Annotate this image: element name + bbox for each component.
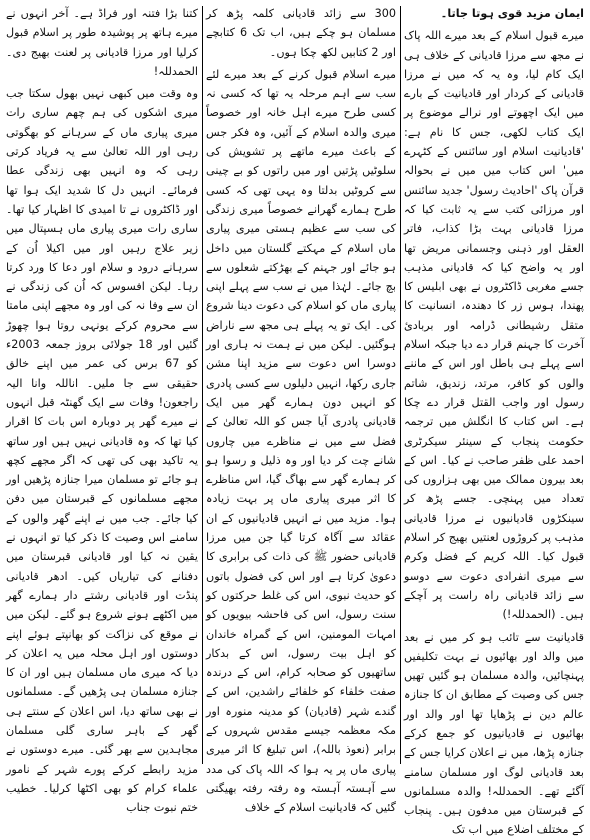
paragraph: ایمان مزید قوی ہوتا جاتا۔ [440,7,584,20]
paragraph: قادیانیت سے تائب ہو کر میں نے بعد میں والد اور بھائیوں نے بہت تکلیفیں پہنچائیں، والدہ مسلمان ہو گئیں تھیں جس کی وصیت کے مطابق ان کا جنازہ عالم دین نے پڑھایا تھا اور والد اور بھائیوں نے قادیانیوں کو جمع کرکے جنازہ پڑھا، میں نے اعلان کرایا جس کے بعد قادیانی لوگ اور مسلمان سامنے آگئے تھے۔ الحمدللہ! والدہ مسلمانوں کے قبرستان میں مدفون ہیں۔ پنجاب کے مختلف اضلاع میں اب تک [404,630,584,837]
paragraph: وہ وقت میں کبھی نہیں بھول سکتا جب میری اشکوں کی ہم چھم ساری رات میری پیاری ماں کے سرہانے کو بھگوتی رہی اور اللہ تعالیٰ سے یہ فریاد کرتی رہی کہ وہ انہیں بھی زندگی عطا فرمائے۔ انہیں دل کا شدید ایک ہوا تھا اور ڈاکٹروں نے تا امیدی کا اظہار کیا تھا۔ ساری رات میری پیاری ماں ہسپتال میں زیر علاج رہیں اور میں اکیلا اُن کے سرہانے درود و سلام اور دعا کا ورد کرتا رہا۔ لیکن افسوس کہ اُن کی زندگی نے ان سے وفا نہ کی اور وہ مجھے اپنی مامتا سے محروم کرکے یونہی روتا ہوا چھوڑ گئیں اور 18 جولائی بروز جمعہ 2003ء کو 67 برس کی عمر میں اپنے خالق حقیقی سے جا ملیں۔ اناللہ وانا الیہ راجعون! وفات سے ایک گھنٹہ قبل انہوں نے میرے گھر پر دوبارہ اس بات کا اقرار کیا تھا کہ وہ قادیانی نہیں ہیں اور ساتھ یہ تاکید بھی کی تھی کہ اگر مجھے کچھ ہو جائے تو مسلمان میرا جنازہ پڑھیں اور مجھے مسلمانوں کے قبرستان میں دفن کیا جائے۔ جب میں نے اپنے گھر والوں کے سامنے اس وصیت کا ذکر کیا تو انہوں نے یقین نہ کیا اور قادیانی قبرستان میں دفنانے کی تیاریاں کیں۔ ادھر قادیانی پنڈت اور قادیانی رشتے دار ہمارے گھر میں اکٹھے ہونے شروع ہو گئے۔ لیکن میں نے موقع کی نزاکت کو بھانپتے ہوئے اپنے دوستوں اور اہل محلہ میں یہ اعلان کر دیا کہ میری ماں مسلمان ہیں اور ان کا جنازہ مسلمان ہی پڑھیں گے۔ مسلمانوں نے بھی ساتھ دیا، اس اعلان کے سنتے ہی گھر کے باہر ساری گلی مسلمان مجاہدین سے بھر گئی۔ میرے دوستوں نے مزید رابطے کرکے پورے شہر کے نامور علماء کرام کو بھی اکٹھا کرلیا۔ خطیب ختم نبوت جناب [6,87,198,815]
article-column-middle [206,4,396,815]
paragraph: 300 سے زائد قادیانی کلمہ پڑھ کر مسلمان ہو چکے ہیں، اب تک 6 کتابچے اور 2 کتابیں لکھ چکا ہوں۔ [206,7,396,59]
paragraph: میرے قبول اسلام کے بعد میرے اللہ پاک نے مجھ سے مرزا قادیانی کے خلاف ہی ایک کام لیا، وہ یہ کہ میں نے مرزا قادیانی کے کردار اور قادیانیت کے بارے میں ایک اچھوتے اور نرالے موضوع پر ایک کتاب لکھی، جس کا نام ہے: 'قادیانیت اسلام اور سائنس کے کٹہرے میں' اس کتاب میں میں نے بحوالہ قرآن پاک 'احادیث رسول' جدید سائنس اور مرزائی کتب سے یہ ثابت کیا کہ مرزا قادیانی بہت بڑا کذاب، فاتر العقل اور ذہنی وجسمانی مریض تھا اور یہ واضح کیا کہ قادیانی مذہب جسے مغربی ڈاکٹروں نے بھی ابلیس کا پھندا، ہوس زر کا دھندہ، انسانیت کا متقل رشیطانی ڈرامہ اور بربادیٔ آخرت کا جہنم قرار دے دیا جبکہ اسلام اسے پہلے ہی باطل اور اس کے ماننے والوں کو کافر، مرتد، زندیق، شاتم رسول اور واجب القتل قرار دے چکا ہے۔ اس کتاب کا انگلش میں ترجمہ حکومت پنجاب کے سینئر سیکرٹری احمد علی ظفر صاحب نے کیا۔ اس کے بعد بیرون ممالک میں بھی ہزاروں کی تعداد میں پہنچی۔ جسے پڑھ کر سینکڑوں قادیانیوں نے مرزا قادیانی مذہب پر کروڑوں لعنتیں بھیج کر اسلام قبول کیا۔ اللہ کریم کے فضل وکرم سے میری انفرادی دعوت سے دوسو سے زائد قادیانی راہ راست پر آچکے ہیں۔ (الحمدللہ!) [404,29,584,622]
paragraph: میرے اسلام قبول کرنے کے بعد میرے لئے سب سے اہم مرحلہ یہ تھا کہ کسی نہ کسی طرح میرے اہل خانہ اور خصوصاً میری والدہ اسلام کے آئیں، وہ فکر جس کے باعث میرے ماتھے پر تشویش کی سلوٹیں پڑتیں اور میں راتوں کو بے چینی سے کروٹیں بدلتا وہ یہی تھی کہ کسی طرح ہمارے گھرانے خصوصاً میری زندگی کی سب سے عظیم ہستی میری پیاری ماں اسلام کے مہکتے گلستان میں داخل ہو جائے اور جہنم کے بھڑکتے شعلوں سے بچ جائے۔ لہٰذا میں نے سب سے پہلے اپنی پیاری ماں کو اسلام کی دعوت دینا شروع کی۔ ایک تو یہ پہلے ہی مجھ سے ناراض ہوگئیں۔ لیکن میں نے ہمت نہ ہاری اور دوسرا اس دعوت سے مزید اپنا مشن جاری رکھا، انہیں دلیلوں سے کسی پادری کو انہیں دون ہمارے گھر میں ایک قادیانی پادری آیا جس کو اللہ تعالیٰ کے فضل سے میں نے مناظرے میں چاروں شانے چت کر دیا اور وہ ذلیل و رسوا ہو کر ہمارے گھر سے بھاگ گیا، اس مناظرے کا اثر میری پیاری ماں پر بہت زیادہ ہوا۔ مزید میں نے انہیں قادیانیوں کے ان عقائد سے آگاہ کرتا گیا جن میں مرزا قادیانی حضور ﷺ کی ذات کی برابری کا دعویٰ کرتا ہے اور اس کی فضول باتوں کو حدیث نبوی، اس کی غلط حرکتوں کو سنت رسول، اس کی فاحشہ بیویوں کو امہات المومنین، اس کے گمراہ خاندان کو اہل بیت رسول، اس کے بدکار ساتھیوں کو صحابہ کرام، اس کے درندہ صفت خلفاء کو خلفائے راشدین، اس کے گندے شہر (قادیان) کو مدینہ منورہ اور مکہ معظمہ جیسے مقدس شہروں کے برابر (نعوذ باللہ)، اس تبلیغ کا اثر میری پیاری ماں پر یہ ہوا کہ اللہ پاک کی مدد سے آہستہ آہستہ وہ رفتہ رفتہ بھیگتی گئیں کہ قادیانیت اسلام کے خلاف [206,67,396,815]
column-divider [202,6,203,764]
article-column-left [6,4,198,815]
paragraph: کتنا بڑا فتنہ اور فراڈ ہے۔ آخر انہوں نے میرے ہاتھ پر پوشیدہ طور پر اسلام قبول کرلیا اور مرزا قادیانی پر لعنت بھیج دی۔ الحمدللہ! [6,7,198,78]
article-column-right [404,4,584,837]
column-divider [400,6,401,764]
